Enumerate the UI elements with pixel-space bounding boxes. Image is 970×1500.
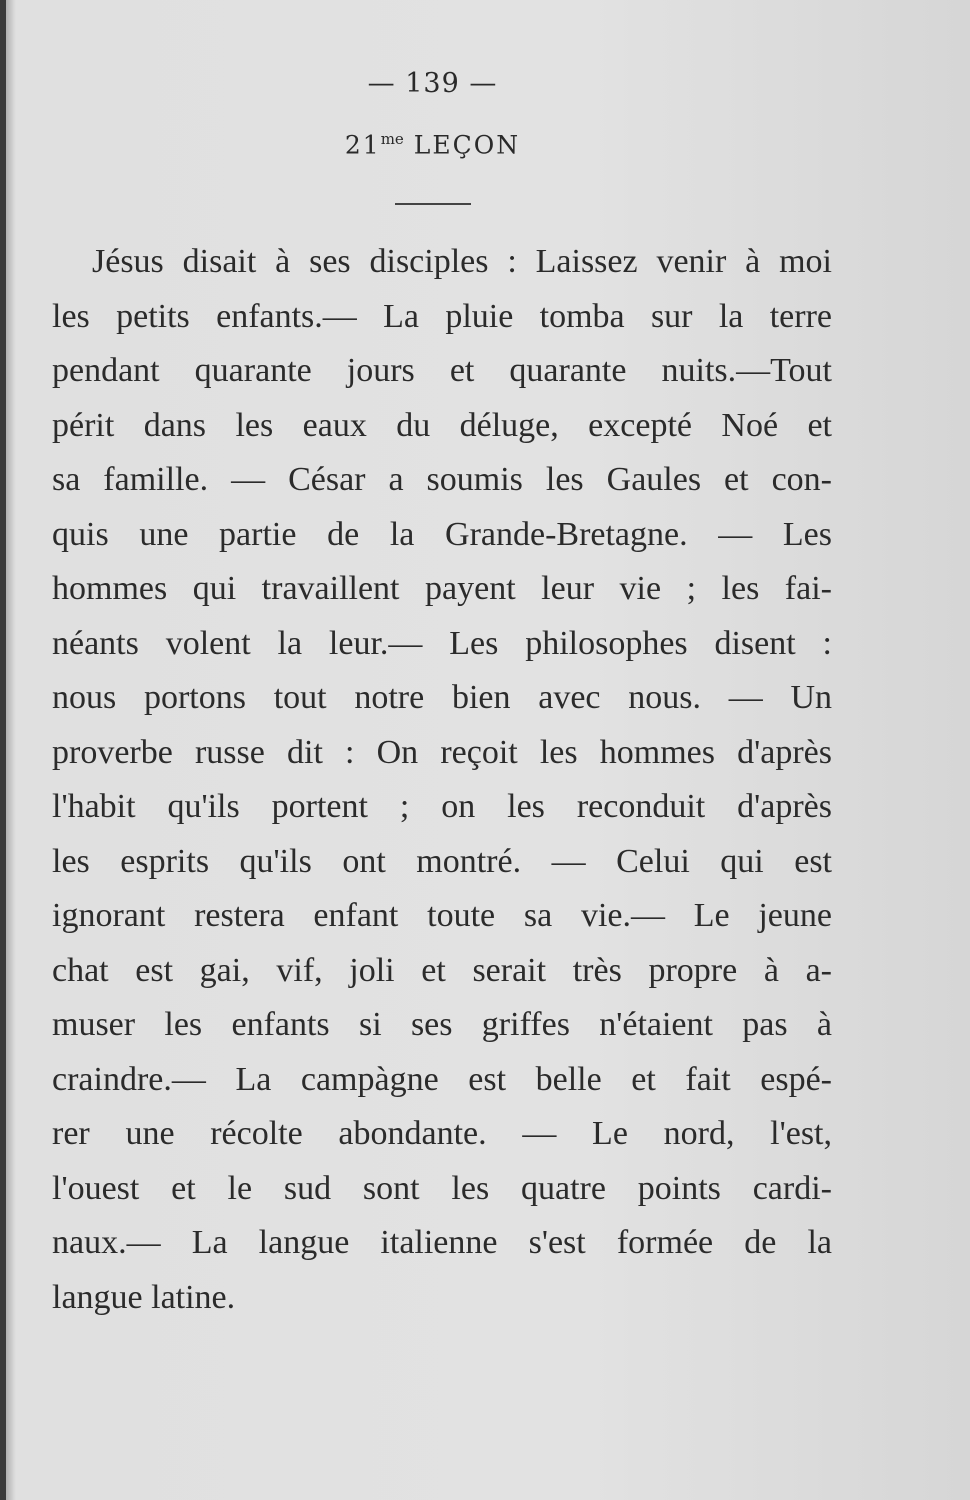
text-line: Jésus disait à ses disciples : Laissez venir à moi [92, 243, 832, 280]
text-line: rer une récolte abondante. — Le nord, l'est, [52, 1115, 832, 1152]
lesson-text [52, 235, 832, 1325]
text-line: l'ouest et le sud sont les quatre points cardi- [52, 1169, 832, 1207]
text-line: nous portons tout notre bien avec nous. — Un [52, 679, 832, 716]
text-line: l'habit qu'ils portent ; on les reconduit d'après [52, 788, 832, 825]
text-line: pendant quarante jours et quarante nuits.—Tout [52, 352, 832, 389]
text-line: muser les enfants si ses griffes n'étaient pas à [52, 1006, 832, 1043]
title-divider [395, 203, 471, 205]
text-line: craindre.— La campàgne est belle et fait espé- [52, 1060, 832, 1098]
lesson-title [0, 130, 865, 159]
page-number: — 139 — [367, 68, 498, 99]
text-line: les petits enfants.— La pluie tomba sur la terre [52, 297, 832, 335]
text-line: naux.— La langue italienne s'est formée de la [52, 1224, 832, 1261]
text-line: chat est gai, vif, joli et serait très propre à a- [52, 951, 832, 989]
text-line: néants volent la leur.— Les philosophes disent : [52, 624, 832, 662]
lesson-suffix: me [380, 130, 404, 148]
lesson-number: 21 [344, 130, 381, 160]
spine-shadow [6, 0, 16, 1500]
text-line: langue latine. [52, 1278, 236, 1316]
text-line: proverbe russe dit : On reçoit les hommes d'après [52, 733, 832, 771]
lesson-word: LEÇON [403, 130, 521, 160]
text-line: sa famille. — César a soumis les Gaules et con- [52, 461, 832, 498]
text-line: quis une partie de la Grande-Bretagne. — Les [52, 515, 832, 553]
text-line: hommes qui travaillent payent leur vie ; les fai- [52, 570, 832, 607]
text-line: les esprits qu'ils ont montré. — Celui qui est [52, 842, 832, 880]
text-line: périt dans les eaux du déluge, excepté Noé et [52, 406, 832, 444]
text-line: ignorant restera enfant toute sa vie.— Le jeune [52, 897, 832, 934]
